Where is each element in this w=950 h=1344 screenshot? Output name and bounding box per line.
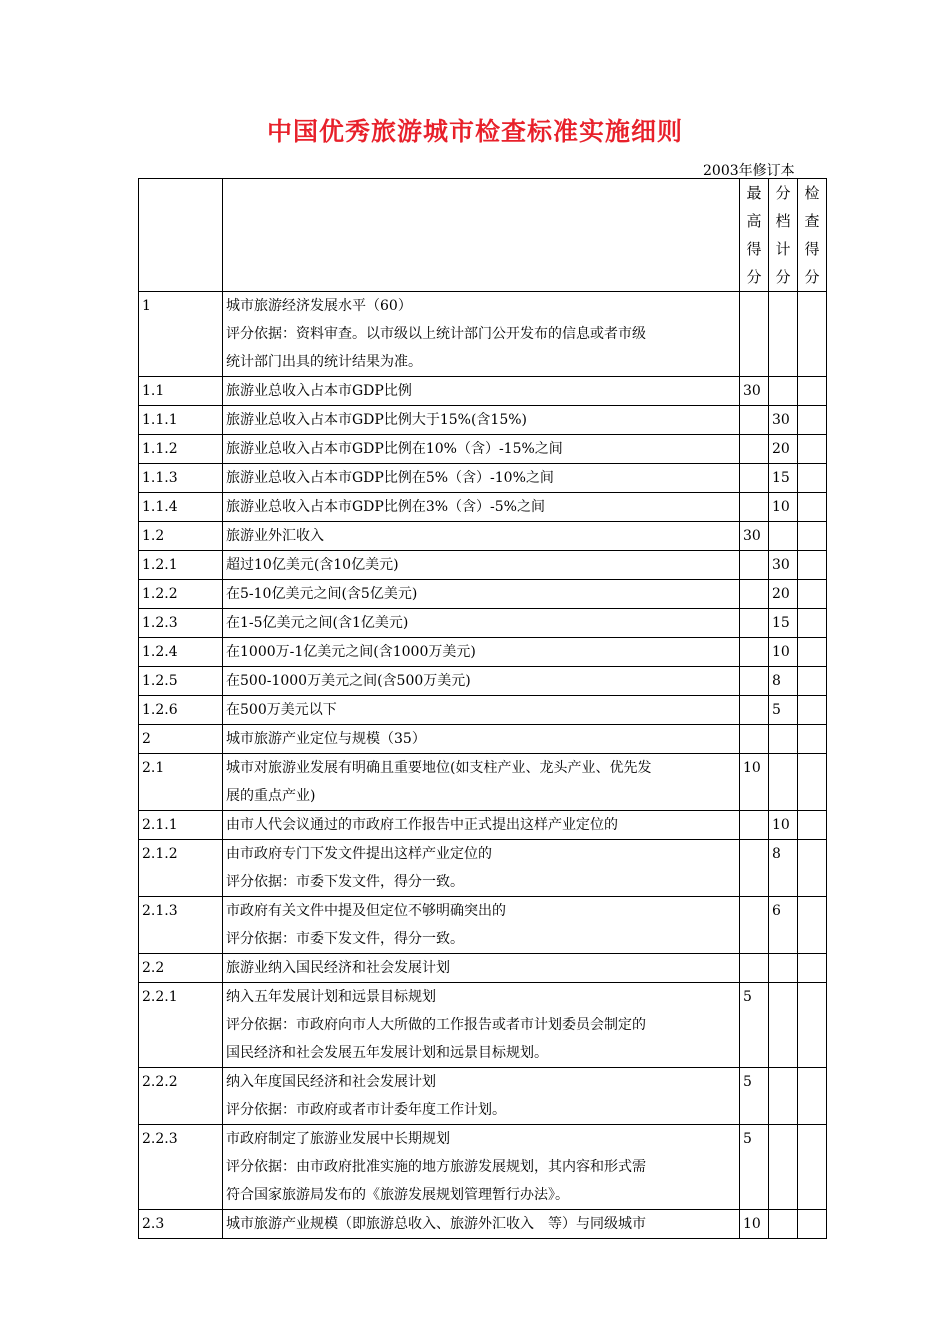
tier-score <box>769 377 798 406</box>
item-number: 2.1 <box>139 754 223 811</box>
max-score <box>740 292 769 377</box>
item-number: 2.1.2 <box>139 840 223 897</box>
item-description <box>223 435 740 464</box>
table-row <box>139 840 827 897</box>
item-number: 1.2.2 <box>139 580 223 609</box>
edition-note: 2003年修订本 <box>703 163 795 179</box>
item-description <box>223 754 740 811</box>
check-score <box>798 667 827 696</box>
item-description <box>223 725 740 754</box>
item-number: 2 <box>139 725 223 754</box>
description-line: 旅游业总收入占本市GDP比例在3%（含）-5%之间 <box>226 499 545 515</box>
item-number: 2.1.3 <box>139 897 223 954</box>
max-score: 5 <box>740 1068 769 1125</box>
tier-score: 15 <box>769 609 798 638</box>
description-line: 在1-5亿美元之间(含1亿美元) <box>226 615 409 631</box>
table-row <box>139 464 827 493</box>
standards-table <box>138 178 827 1239</box>
description-line: 国民经济和社会发展五年发展计划和远景目标规划。 <box>226 1045 548 1061</box>
check-score <box>798 897 827 954</box>
check-score <box>798 983 827 1068</box>
table-row <box>139 897 827 954</box>
check-score <box>798 1125 827 1210</box>
header-desc-cell <box>223 179 740 292</box>
tier-score: 5 <box>769 696 798 725</box>
description-line: 由市人代会议通过的市政府工作报告中正式提出这样产业定位的 <box>226 817 618 833</box>
table-row <box>139 725 827 754</box>
table-row <box>139 1125 827 1210</box>
header-row <box>139 179 827 292</box>
description-line: 市政府制定了旅游业发展中长期规划 <box>226 1131 450 1147</box>
description-line: 城市旅游产业定位与规模（35） <box>226 731 426 747</box>
max-score: 30 <box>740 522 769 551</box>
check-score <box>798 725 827 754</box>
description-line: 评分依据：市委下发文件，得分一致。 <box>226 931 464 947</box>
description-line: 超过10亿美元(含10亿美元) <box>226 557 399 573</box>
max-score: 5 <box>740 1125 769 1210</box>
description-line: 评分依据：市政府或者市计委年度工作计划。 <box>226 1102 506 1118</box>
tier-score: 15 <box>769 464 798 493</box>
check-score <box>798 551 827 580</box>
item-description <box>223 638 740 667</box>
max-score: 5 <box>740 983 769 1068</box>
table-row <box>139 435 827 464</box>
description-line: 旅游业总收入占本市GDP比例 <box>226 383 412 399</box>
item-number: 1.1 <box>139 377 223 406</box>
max-score: 10 <box>740 1210 769 1239</box>
item-number: 1.2.4 <box>139 638 223 667</box>
description-line: 市政府有关文件中提及但定位不够明确突出的 <box>226 903 506 919</box>
check-score <box>798 493 827 522</box>
item-description <box>223 667 740 696</box>
table-row <box>139 292 827 377</box>
check-score <box>798 954 827 983</box>
item-description <box>223 551 740 580</box>
item-description <box>223 1210 740 1239</box>
header-max-score: 最 高 得 分 <box>740 179 769 292</box>
tier-score: 6 <box>769 897 798 954</box>
tier-score: 10 <box>769 493 798 522</box>
item-number: 1.2.5 <box>139 667 223 696</box>
item-number: 1.2.6 <box>139 696 223 725</box>
table-row <box>139 983 827 1068</box>
description-line: 纳入五年发展计划和远景目标规划 <box>226 989 436 1005</box>
item-description <box>223 954 740 983</box>
check-score <box>798 406 827 435</box>
max-score <box>740 840 769 897</box>
tier-score <box>769 754 798 811</box>
check-score <box>798 840 827 897</box>
description-line: 评分依据：资料审查。以市级以上统计部门公开发布的信息或者市级 <box>226 326 646 342</box>
description-line: 评分依据：由市政府批准实施的地方旅游发展规划，其内容和形式需 <box>226 1159 646 1175</box>
item-number: 2.3 <box>139 1210 223 1239</box>
max-score <box>740 897 769 954</box>
tier-score: 10 <box>769 811 798 840</box>
table-row <box>139 551 827 580</box>
tier-score: 30 <box>769 406 798 435</box>
description-line: 评分依据：市委下发文件，得分一致。 <box>226 874 464 890</box>
tier-score <box>769 1125 798 1210</box>
max-score <box>740 435 769 464</box>
description-line: 旅游业纳入国民经济和社会发展计划 <box>226 960 450 976</box>
description-line: 在1000万-1亿美元之间(含1000万美元) <box>226 644 476 660</box>
tier-score <box>769 725 798 754</box>
item-number: 1.1.4 <box>139 493 223 522</box>
item-number: 1.2.3 <box>139 609 223 638</box>
item-description <box>223 811 740 840</box>
max-score <box>740 725 769 754</box>
header-tier-score: 分 档 计 分 <box>769 179 798 292</box>
table-row <box>139 406 827 435</box>
item-number: 2.2 <box>139 954 223 983</box>
table-row <box>139 1210 827 1239</box>
table-row <box>139 1068 827 1125</box>
max-score: 30 <box>740 377 769 406</box>
description-line: 展的重点产业) <box>226 788 316 804</box>
check-score <box>798 696 827 725</box>
header-num-cell <box>139 179 223 292</box>
check-score <box>798 1068 827 1125</box>
table-row <box>139 667 827 696</box>
item-number: 1.2.1 <box>139 551 223 580</box>
tier-score <box>769 983 798 1068</box>
item-number: 1 <box>139 292 223 377</box>
item-number: 1.1.1 <box>139 406 223 435</box>
check-score <box>798 580 827 609</box>
description-line: 旅游业总收入占本市GDP比例在10%（含）-15%之间 <box>226 441 563 457</box>
description-line: 纳入年度国民经济和社会发展计划 <box>226 1074 436 1090</box>
item-description <box>223 493 740 522</box>
max-score <box>740 696 769 725</box>
table-row <box>139 522 827 551</box>
description-line: 在500万美元以下 <box>226 702 337 718</box>
item-number: 2.2.3 <box>139 1125 223 1210</box>
description-line: 在5-10亿美元之间(含5亿美元) <box>226 586 418 602</box>
tier-score: 30 <box>769 551 798 580</box>
item-description <box>223 696 740 725</box>
item-description <box>223 464 740 493</box>
description-line: 旅游业外汇收入 <box>226 528 324 544</box>
description-line: 旅游业总收入占本市GDP比例大于15%(含15%) <box>226 412 527 428</box>
item-number: 2.2.1 <box>139 983 223 1068</box>
tier-score <box>769 292 798 377</box>
description-line: 城市对旅游业发展有明确且重要地位(如支柱产业、龙头产业、优先发 <box>226 760 652 776</box>
tier-score: 20 <box>769 435 798 464</box>
header-check-score: 检 查 得 分 <box>798 179 827 292</box>
tier-score: 8 <box>769 840 798 897</box>
item-description <box>223 522 740 551</box>
item-description <box>223 609 740 638</box>
item-description <box>223 1068 740 1125</box>
description-line: 由市政府专门下发文件提出这样产业定位的 <box>226 846 492 862</box>
table-row <box>139 954 827 983</box>
max-score <box>740 667 769 696</box>
item-description <box>223 897 740 954</box>
check-score <box>798 754 827 811</box>
check-score <box>798 609 827 638</box>
table-row <box>139 696 827 725</box>
check-score <box>798 638 827 667</box>
check-score <box>798 435 827 464</box>
description-line: 城市旅游产业规模（即旅游总收入、旅游外汇收入 等）与同级城市 <box>226 1216 646 1232</box>
table-row <box>139 377 827 406</box>
max-score <box>740 464 769 493</box>
max-score <box>740 406 769 435</box>
item-description <box>223 1125 740 1210</box>
check-score <box>798 1210 827 1239</box>
table-row <box>139 811 827 840</box>
tier-score <box>769 1210 798 1239</box>
max-score <box>740 580 769 609</box>
table-row <box>139 609 827 638</box>
tier-score: 20 <box>769 580 798 609</box>
description-line: 评分依据：市政府向市人大所做的工作报告或者市计划委员会制定的 <box>226 1017 646 1033</box>
item-description <box>223 292 740 377</box>
description-line: 符合国家旅游局发布的《旅游发展规划管理暂行办法》。 <box>226 1187 569 1203</box>
item-number: 2.1.1 <box>139 811 223 840</box>
tier-score <box>769 1068 798 1125</box>
item-description <box>223 406 740 435</box>
max-score: 10 <box>740 754 769 811</box>
item-description <box>223 580 740 609</box>
item-description <box>223 983 740 1068</box>
check-score <box>798 292 827 377</box>
max-score <box>740 638 769 667</box>
item-number: 1.2 <box>139 522 223 551</box>
item-number: 2.2.2 <box>139 1068 223 1125</box>
item-description <box>223 377 740 406</box>
document-title: 中国优秀旅游城市检查标准实施细则 <box>266 117 683 146</box>
table-row <box>139 580 827 609</box>
max-score <box>740 609 769 638</box>
description-line: 在500-1000万美元之间(含500万美元) <box>226 673 471 689</box>
item-number: 1.1.3 <box>139 464 223 493</box>
tier-score <box>769 522 798 551</box>
item-description <box>223 840 740 897</box>
tier-score: 10 <box>769 638 798 667</box>
description-line: 统计部门出具的统计结果为准。 <box>226 354 422 370</box>
check-score <box>798 464 827 493</box>
max-score <box>740 811 769 840</box>
check-score <box>798 811 827 840</box>
max-score <box>740 551 769 580</box>
check-score <box>798 377 827 406</box>
tier-score <box>769 954 798 983</box>
description-line: 城市旅游经济发展水平（60） <box>226 298 412 314</box>
max-score <box>740 954 769 983</box>
table-row <box>139 493 827 522</box>
max-score <box>740 493 769 522</box>
tier-score: 8 <box>769 667 798 696</box>
check-score <box>798 522 827 551</box>
description-line: 旅游业总收入占本市GDP比例在5%（含）-10%之间 <box>226 470 554 486</box>
table-row <box>139 638 827 667</box>
table-row <box>139 754 827 811</box>
item-number: 1.1.2 <box>139 435 223 464</box>
